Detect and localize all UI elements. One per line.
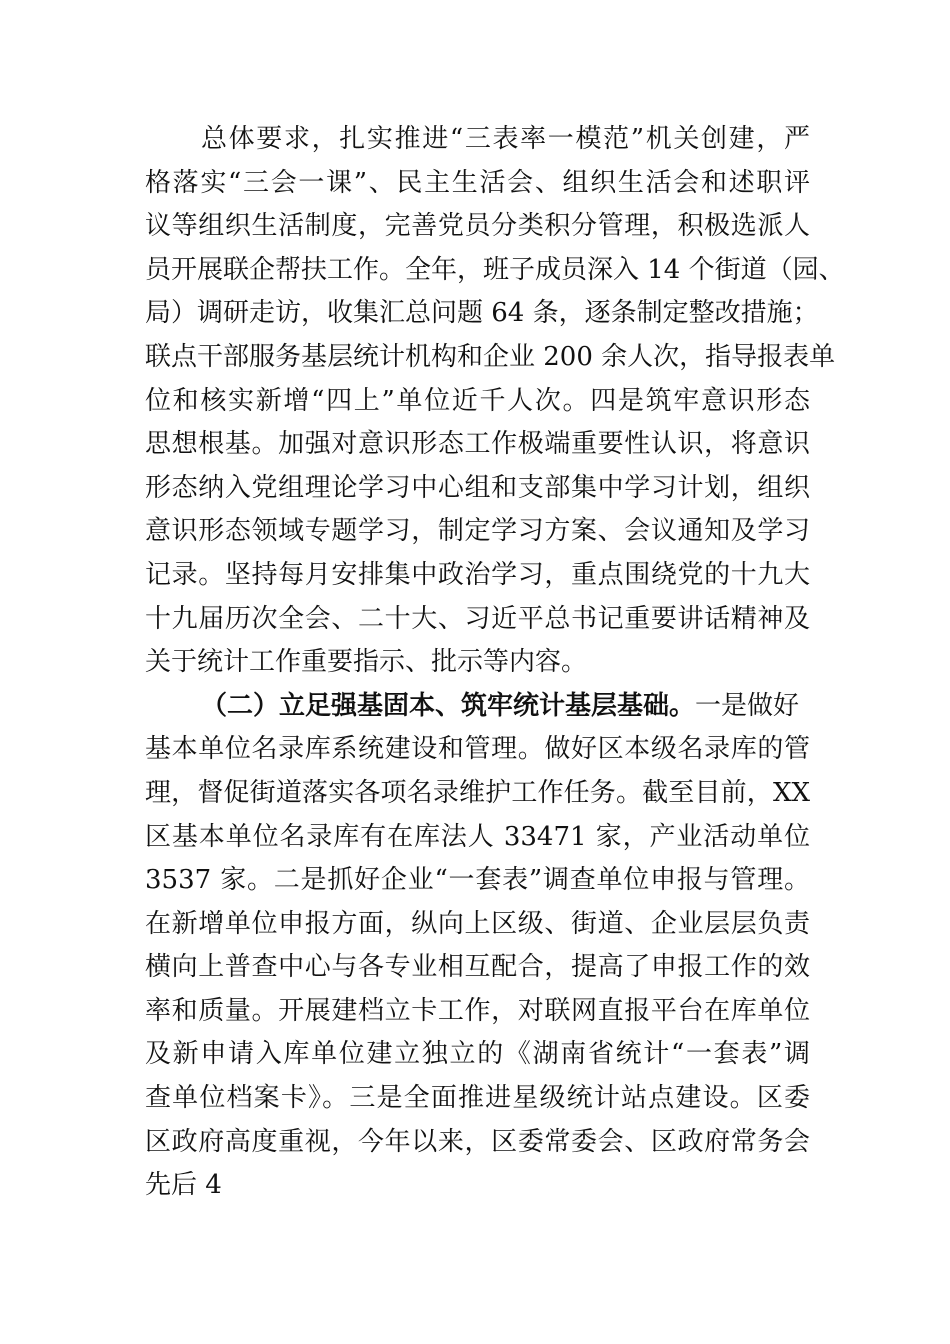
paragraph-line: 联点干部服务基层统计机构和企业 200 余人次，指导报表单: [145, 341, 836, 372]
paragraph-line: 先后 4: [145, 1170, 222, 1201]
paragraph-line: 基本单位名录库系统建设和管理。做好区本级名录库的管: [145, 734, 810, 765]
paragraph-line: 率和质量。开展建档立卡工作，对联网直报平台在库单位: [145, 995, 810, 1026]
paragraph-line: 格落实“三会一课”、民主生活会、组织生活会和述职评: [145, 167, 810, 198]
paragraph-line: 十九届历次全会、二十大、习近平总书记重要讲话精神及: [145, 603, 810, 634]
section-heading-line: [145, 685, 810, 729]
paragraph-line: 议等组织生活制度，完善党员分类积分管理，积极选派人: [145, 211, 810, 242]
paragraph-line: 员开展联企帮扶工作。全年，班子成员深入 14 个街道（园、: [145, 254, 845, 285]
paragraph-line: 意识形态领域专题学习，制定学习方案、会议通知及学习: [145, 516, 810, 547]
paragraph-line: 思想根基。加强对意识形态工作极端重要性认识，将意识: [145, 429, 810, 460]
paragraph-line: 总体要求，扎实推进“三表率一模范”机关创建，严: [201, 124, 810, 154]
paragraph-line: 在新增单位申报方面，纵向上区级、街道、企业层层负责: [145, 908, 810, 939]
paragraph-line: 位和核实新增“四上”单位近千人次。四是筑牢意识形态: [145, 385, 810, 416]
paragraph-line: 关于统计工作重要指示、批示等内容。: [145, 647, 588, 678]
section-heading: （二）立足强基固本、筑牢统计基层基础。: [201, 690, 696, 721]
paragraph-line: 查单位档案卡》。三是全面推进星级统计站点建设。区委: [145, 1083, 810, 1114]
paragraph-line: 形态纳入党组理论学习中心组和支部集中学习计划，组织: [145, 472, 810, 503]
paragraph-line: 理，督促街道落实各项名录维护工作任务。截至目前，XX: [145, 777, 810, 808]
section-lead-text: 一是做好: [695, 690, 800, 721]
paragraph-line: 横向上普查中心与各专业相互配合，提高了申报工作的效: [145, 952, 810, 983]
paragraph-line: 3537 家。二是抓好企业“一套表”调查单位申报与管理。: [145, 865, 810, 896]
paragraph-line: 及新申请入库单位建立独立的《湖南省统计“一套表”调: [145, 1039, 810, 1070]
paragraph-line: 区政府高度重视，今年以来，区委常委会、区政府常务会: [145, 1126, 810, 1157]
paragraph-line: 记录。坚持每月安排集中政治学习，重点围绕党的十九大: [145, 559, 810, 590]
paragraph-line: 区基本单位名录库有在库法人 33471 家，产业活动单位: [145, 821, 810, 852]
document-body: [145, 118, 845, 1208]
paragraph-line: 局）调研走访，收集汇总问题 64 条，逐条制定整改措施；: [145, 298, 819, 329]
